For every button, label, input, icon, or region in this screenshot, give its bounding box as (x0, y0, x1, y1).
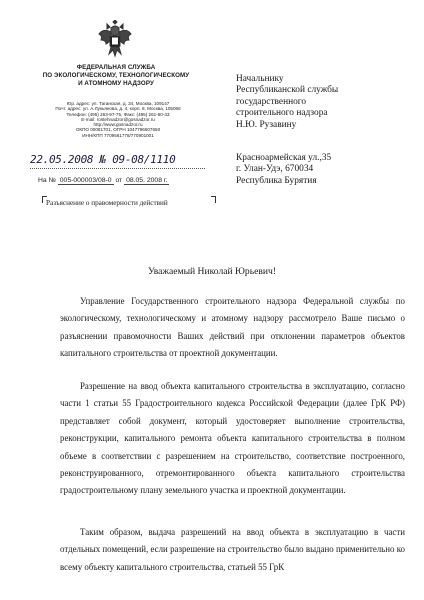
date-number-underline (30, 168, 205, 169)
outgoing-date-number: 22.05.2008 № 09-08/1110 (30, 153, 176, 166)
org-name-line: ПО ЭКОЛОГИЧЕСКОМУ, ТЕХНОЛОГИЧЕСКОМУ (42, 72, 190, 79)
address-line: г. Улан-Удэ, 670034 (236, 164, 314, 175)
addressee-line: Н.Ю. Рузавину (236, 119, 297, 130)
contact-line: ИНН/КПП 7709561778/770901001 (82, 132, 154, 138)
body-paragraph: Управление Государственного строительного надзора Федеральной службы по экологическому, технологическому и атомному надзору рассмотрело Ваше письмо о разъяснении правомочности Ваших действий при отклонении параметров объектов капитального строительства от проектной документации. (60, 296, 405, 359)
contact-line: ОКПО 00081701, ОГРН 1047796607650 (75, 127, 161, 133)
subject-bracket-right (211, 196, 216, 203)
letter-subject (42, 196, 216, 210)
addressee-address (236, 153, 411, 187)
ref-date: 08.05. 2008 г. (126, 177, 168, 184)
contact-line: Почт. адрес: ул. А.Лукьянова, д. 4, корп. 8, Москва, 105066 (55, 106, 181, 112)
russian-coat-of-arms-icon (97, 20, 133, 58)
organization-contacts (38, 101, 198, 138)
ref-number: 005-000003/08-0 (59, 177, 112, 184)
reference-line (38, 177, 169, 185)
addressee-line: строительного надзора (236, 108, 328, 119)
contact-line: Юр. адрес: ул. Таганская, д. 34, Москва, 109147 (66, 101, 170, 106)
subject-text: Разъяснение о правомерности действий (46, 199, 168, 207)
addressee-line: Начальнику (236, 74, 284, 84)
ref-from: от (115, 177, 123, 184)
contact-line: http://www.gosnadzor.ru (93, 122, 143, 128)
organization-name (20, 64, 212, 88)
contact-line: E-mail: rostehnadzor@gosnadzor.ru (81, 116, 155, 122)
org-name-line: И АТОМНОМУ НАДЗОРУ (78, 80, 154, 87)
greeting: Уважаемый Николай Юрьевич! (147, 266, 277, 277)
body-paragraph: Разрешение на ввод объекта капитального строительства в эксплуатацию, согласно части 1 статьи 55 Градостроительного кодекса Российской Федерации (далее ГрК РФ) представляет собой документ, который удостоверяет выполнение строительства, реконструкции, капитального ремонта объекта капитального строительства в полном объеме в соответствии с разрешением на строительство, соответствие построенного, реконструированного, отремонтированного объекта капитального строительства градостроительному плану земельного участка и проектной документации. (60, 381, 405, 496)
addressee-block (236, 74, 411, 131)
body-paragraph: Таким образом, выдача разрешений на ввод объекта в эксплуатацию в части отдельных помещений, если разрешение на строительство было выдано применительно ко всему объекту капитального строительства, статьей 55 ГрК (60, 527, 405, 572)
contact-line: Телефон: (495) 263-97-75, Факс: (495) 261-60-43 (66, 111, 170, 117)
subject-bracket-left (42, 196, 47, 203)
ref-prefix: На № (38, 177, 56, 184)
address-line: Республика Бурятия (236, 175, 317, 186)
addressee-line: государственного (236, 96, 307, 107)
address-line: Красноармейская ул.,35 (236, 153, 332, 163)
org-name-line: ФЕДЕРАЛЬНАЯ СЛУЖБА (76, 64, 156, 71)
addressee-line: Республиканской службы (236, 85, 339, 96)
